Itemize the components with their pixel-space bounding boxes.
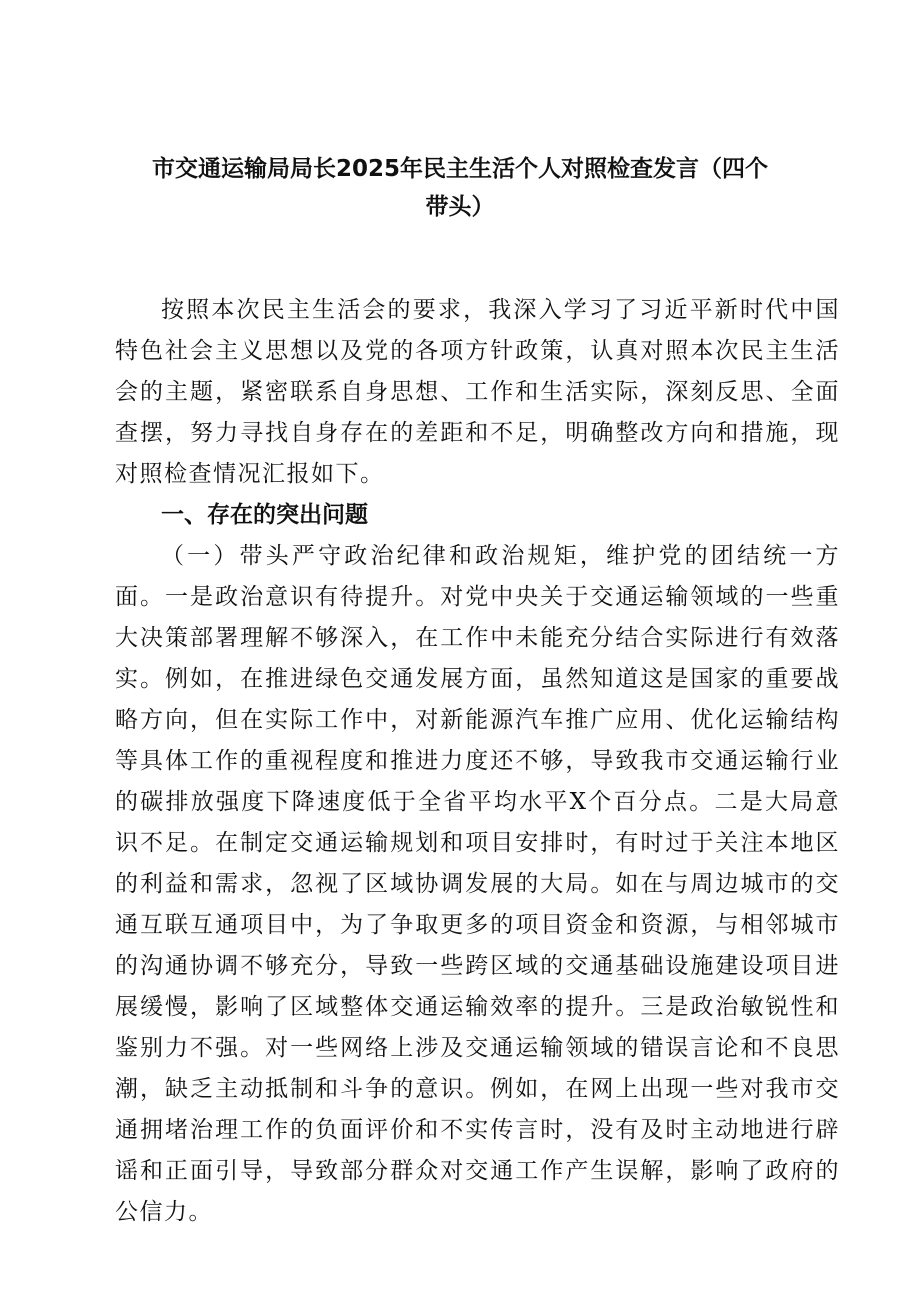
title-line-1: 市交通运输局局长2025年民主生活个人对照检查发言（四个 [151,156,768,182]
title-line-2: 带头） [425,194,495,220]
intro-paragraph: 按照本次民主生活会的要求，我深入学习了习近平新时代中国特色社会主义思想以及党的各项方针政策，认真对照本次民主生活会的主题，紧密联系自身思想、工作和生活实际，深刻反思、全面查摆，努力寻找自身存在的差距和不足，明确整改方向和措施，现对照检查情况汇报如下。 [115,297,840,487]
section-heading: 一、存在的突出问题 [161,502,368,528]
document-body [115,290,840,1233]
document-title [0,150,920,226]
section-paragraph: （一）带头严守政治纪律和政治规矩，维护党的团结统一方面。一是政治意识有待提升。对党中央关于交通运输领域的一些重大决策部署理解不够深入，在工作中未能充分结合实际进行有效落实。例如，在推进绿色交通发展方面，虽然知道这是国家的重要战略方向，但在实际工作中，对新能源汽车推广应用、优化运输结构等具体工作的重视程度和推进力度还不够，导致我市交通运输行业的碳排放强度下降速度低于全省平均水平X个百分点。二是大局意识不足。在制定交通运输规划和项目安排时，有时过于关注本地区的利益和需求，忽视了区域协调发展的大局。如在与周边城市的交通互联互通项目中，为了争取更多的项目资金和资源，与相邻城市的沟通协调不够充分，导致一些跨区域的交通基础设施建设项目进展缓慢，影响了区域整体交通运输效率的提升。三是政治敏锐性和鉴别力不强。对一些网络上涉及交通运输领域的错误言论和不良思潮，缺乏主动抵制和斗争的意识。例如，在网上出现一些对我市交通拥堵治理工作的负面评价和不实传言时，没有及时主动地进行辟谣和正面引导，导致部分群众对交通工作产生误解，影响了政府的公信力。 [115,543,840,1225]
